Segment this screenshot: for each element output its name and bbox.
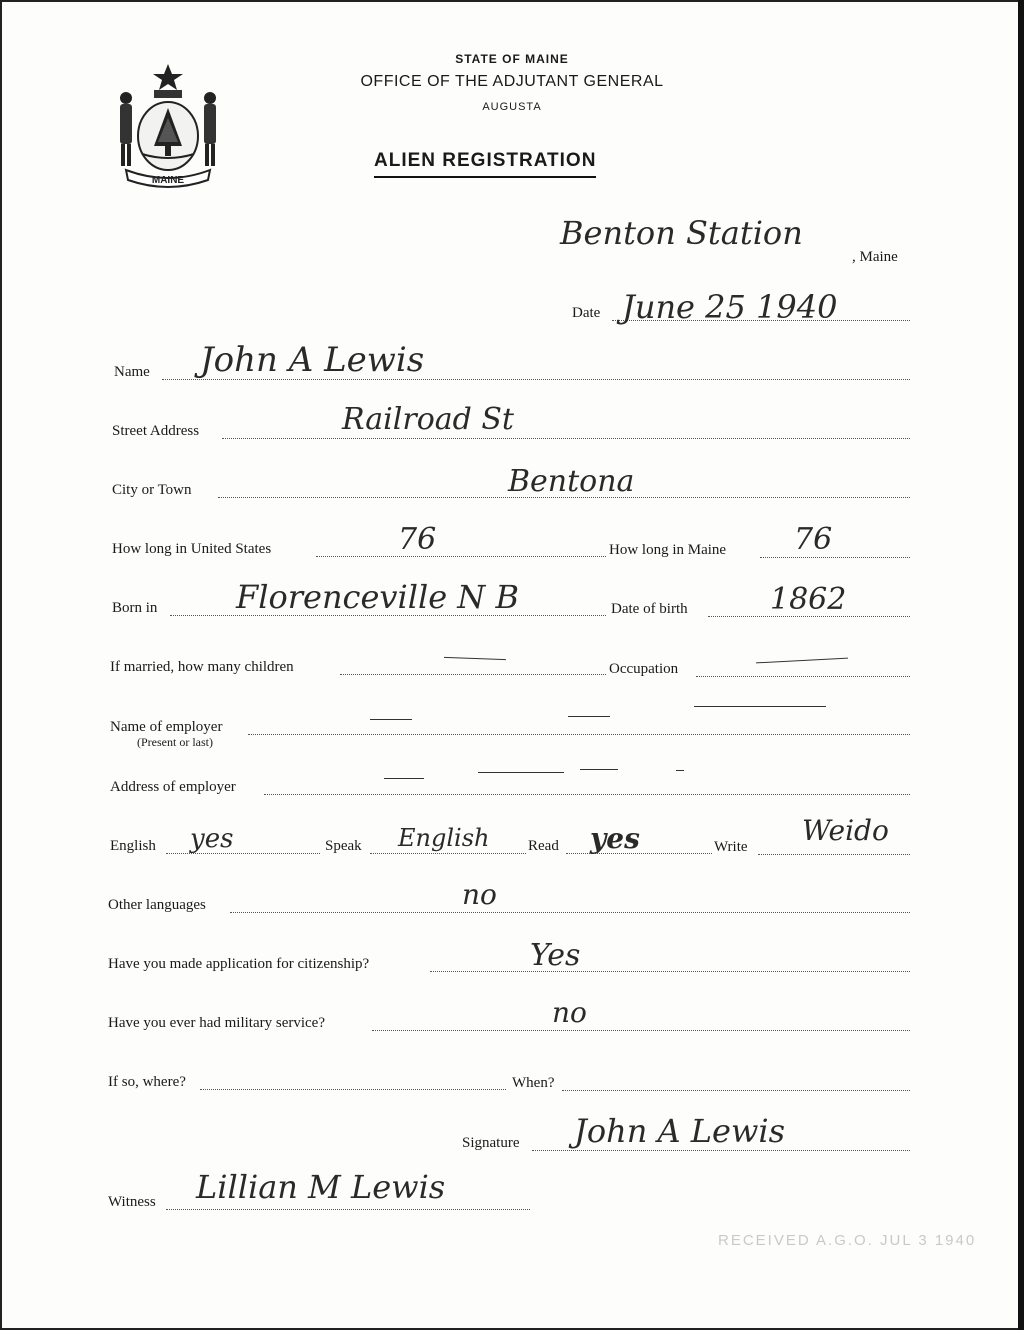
name-value: John A Lewis bbox=[200, 340, 425, 380]
street-label: Street Address bbox=[112, 423, 200, 439]
address-dash-3 bbox=[580, 769, 618, 770]
military-value: no bbox=[552, 996, 587, 1029]
street-value: Railroad St bbox=[342, 402, 514, 437]
employer-dash-3 bbox=[694, 706, 826, 707]
how-long-maine-label: How long in Maine bbox=[609, 542, 727, 558]
other-languages-value: no bbox=[462, 878, 497, 911]
when-label: When? bbox=[512, 1075, 555, 1091]
write-label: Write bbox=[714, 839, 748, 855]
scan-edge bbox=[1018, 0, 1024, 1330]
born-in-label: Born in bbox=[112, 600, 158, 616]
speak-line bbox=[370, 853, 526, 854]
witness-line bbox=[166, 1209, 530, 1210]
speak-value: English bbox=[398, 824, 490, 852]
witness-label: Witness bbox=[108, 1194, 156, 1210]
write-value: Weido bbox=[802, 814, 889, 847]
citizenship-value: Yes bbox=[530, 938, 581, 973]
speak-label: Speak bbox=[325, 838, 362, 854]
state-heading: STATE OF MAINE bbox=[455, 52, 569, 66]
maine-label: , Maine bbox=[852, 249, 898, 265]
how-long-us-label: How long in United States bbox=[112, 541, 272, 557]
received-stamp: RECEIVED A.G.O. JUL 3 1940 bbox=[718, 1232, 977, 1249]
military-line bbox=[372, 1030, 910, 1031]
form-title: ALIEN REGISTRATION bbox=[374, 150, 596, 178]
street-line bbox=[222, 438, 910, 439]
signature-line bbox=[532, 1150, 910, 1151]
other-languages-label: Other languages bbox=[108, 897, 206, 913]
city-value: Bentona bbox=[508, 464, 635, 499]
date-of-birth-value: 1862 bbox=[770, 582, 847, 617]
english-value: yes bbox=[190, 824, 234, 854]
seal-banner-text: MAINE bbox=[151, 175, 185, 186]
military-label: Have you ever had military service? bbox=[108, 1015, 325, 1031]
office-heading: OFFICE OF THE ADJUTANT GENERAL bbox=[360, 73, 664, 90]
read-label: Read bbox=[528, 838, 559, 854]
other-languages-line bbox=[230, 912, 910, 913]
address-dash-1 bbox=[384, 778, 424, 779]
date-label: Date bbox=[572, 305, 601, 321]
employer-name-label: Name of employer bbox=[110, 719, 223, 735]
employer-note: (Present or last) bbox=[137, 735, 213, 749]
citizenship-line bbox=[430, 971, 910, 972]
place-value: Benton Station bbox=[560, 214, 803, 252]
english-label: English bbox=[110, 838, 156, 854]
witness-value: Lillian M Lewis bbox=[196, 1168, 446, 1206]
occupation-label: Occupation bbox=[609, 661, 679, 677]
name-label: Name bbox=[114, 364, 150, 380]
citizenship-label: Have you made application for citizenship? bbox=[108, 956, 370, 972]
date-value: June 25 1940 bbox=[622, 288, 838, 326]
employer-dash-2 bbox=[568, 716, 610, 717]
employer-address-label: Address of employer bbox=[110, 779, 236, 795]
children-label: If married, how many children bbox=[110, 659, 294, 675]
city-heading: AUGUSTA bbox=[482, 101, 542, 113]
employer-address-line bbox=[264, 794, 910, 795]
address-dash-2 bbox=[478, 772, 564, 773]
signature-label: Signature bbox=[462, 1135, 520, 1151]
employer-name-line bbox=[248, 734, 910, 735]
how-long-maine-value: 76 bbox=[794, 522, 833, 557]
city-label: City or Town bbox=[112, 482, 192, 498]
write-line bbox=[758, 854, 910, 855]
read-value: yes bbox=[590, 822, 640, 855]
employer-dash-1 bbox=[370, 719, 412, 720]
when-line bbox=[562, 1090, 910, 1091]
occupation-line bbox=[696, 676, 910, 677]
how-long-maine-line bbox=[760, 557, 910, 558]
where-line bbox=[200, 1089, 506, 1090]
born-in-value: Florenceville N B bbox=[236, 578, 519, 616]
signature-value: John A Lewis bbox=[574, 1112, 785, 1150]
children-line bbox=[340, 674, 606, 675]
date-of-birth-label: Date of birth bbox=[611, 601, 688, 617]
how-long-us-line bbox=[316, 556, 606, 557]
how-long-us-value: 76 bbox=[398, 522, 437, 557]
where-label: If so, where? bbox=[108, 1074, 186, 1090]
address-dash-4 bbox=[676, 770, 684, 771]
